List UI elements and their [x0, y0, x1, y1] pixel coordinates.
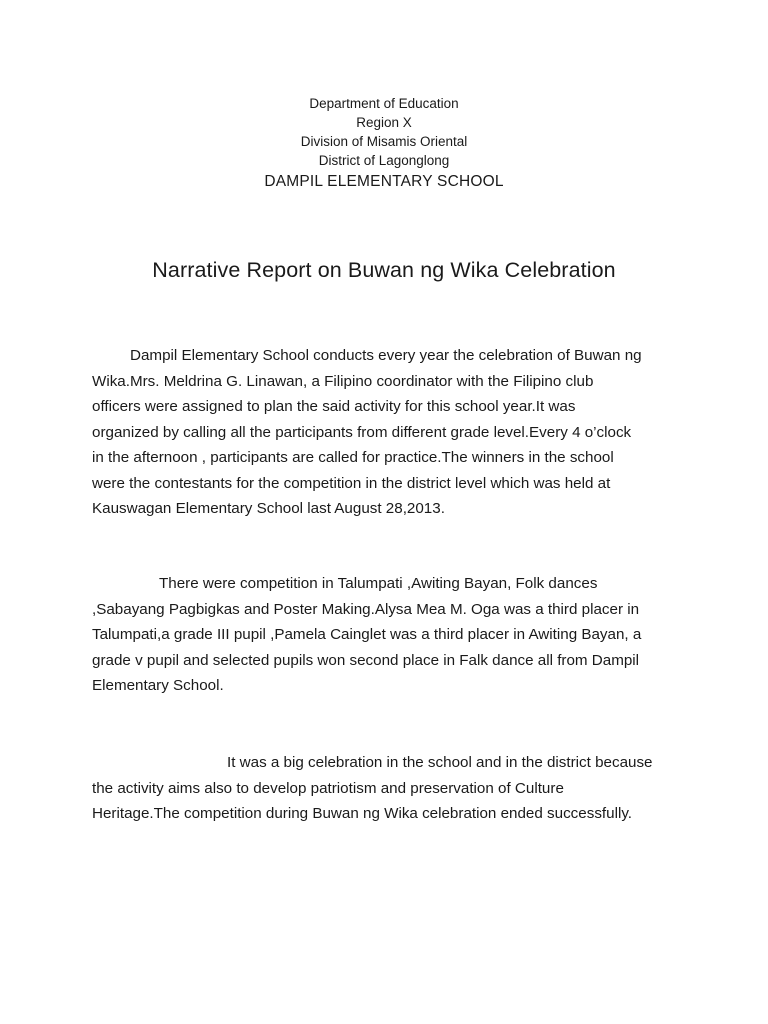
paragraph-line: Heritage.The competition during Buwan ng Wika celebration ended successfully.	[92, 805, 633, 822]
paragraph-line: Kauswagan Elementary School last August 28,2013.	[92, 500, 445, 517]
paragraph-line: Elementary School.	[92, 677, 224, 694]
paragraph-line: grade v pupil and selected pupils won second place in Falk dance all from Dampil	[92, 651, 640, 669]
paragraph-1	[92, 343, 684, 522]
paragraph-line: Talumpati,a grade III pupil ,Pamela Cainglet was a third placer in Awiting Bayan, a	[92, 626, 642, 643]
paragraph-line: ,Sabayang Pagbigkas and Poster Making.Alysa Mea M. Oga was a third placer in	[92, 600, 640, 618]
paragraph-line: There were competition in Talumpati ,Awiting Bayan, Folk dances	[159, 575, 598, 592]
paragraph-line: were the contestants for the competition in the district level which was held at	[92, 474, 611, 492]
paragraph-line: It was a big celebration in the school and in the district because	[227, 754, 653, 771]
division-line: Division of Misamis Oriental	[300, 134, 468, 149]
report-title: Narrative Report on Buwan ng Wika Celebration	[152, 258, 616, 282]
district-line: District of Lagonglong	[318, 153, 450, 168]
school-name: DAMPIL ELEMENTARY SCHOOL	[264, 173, 504, 190]
letterhead	[0, 94, 768, 191]
paragraph-line: in the afternoon , participants are called for practice.The winners in the school	[92, 449, 614, 466]
paragraph-line: Dampil Elementary School conducts every year the celebration of Buwan ng	[130, 347, 642, 364]
region-line: Region X	[356, 115, 412, 130]
paragraph-line: the activity aims also to develop patriotism and preservation of Culture	[92, 779, 564, 797]
paragraph-2	[92, 571, 684, 699]
department-line: Department of Education	[309, 96, 459, 111]
paragraph-3	[92, 750, 684, 827]
paragraph-line: Wika.Mrs. Meldrina G. Linawan, a Filipino coordinator with the Filipino club	[92, 372, 594, 390]
paragraph-line: organized by calling all the participants from different grade level.Every 4 o’clock	[92, 423, 632, 441]
paragraph-line: officers were assigned to plan the said activity for this school year.It was	[92, 398, 576, 415]
